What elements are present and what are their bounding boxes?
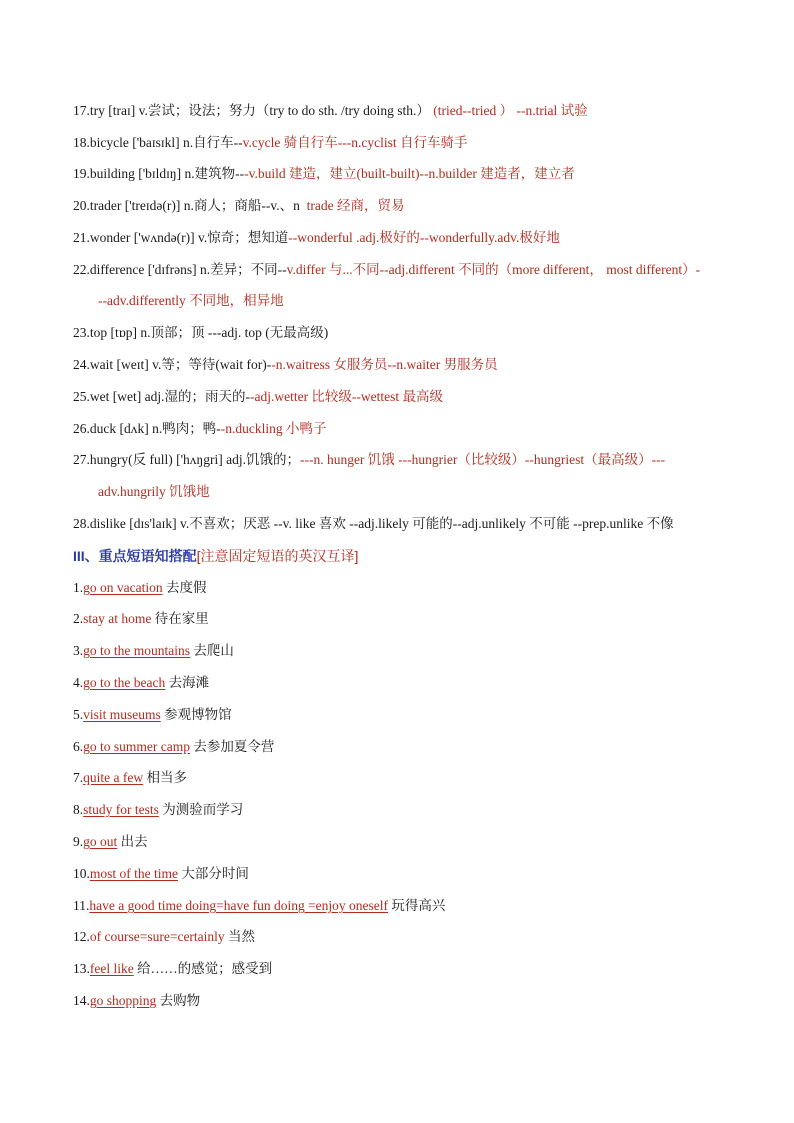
item-text: try [traɪ] v.尝试；设法；努力（try to do sth. /try doing sth.） [89, 103, 430, 118]
vocab-item-24 [73, 355, 754, 375]
phrase-number: 4. [73, 675, 84, 690]
vocab-item-21 [73, 228, 754, 248]
item-number: 23. [73, 325, 90, 340]
item-text: wonder ['wʌndə(r)] v.惊奇；想知道 [89, 230, 289, 245]
phrase-chinese: 去购物 [159, 993, 201, 1008]
phrase-number: 3. [73, 643, 84, 658]
phrase-english: go shopping [89, 993, 157, 1008]
item-text: hungry(反 full) ['hʌŋgri] adj.饥饿的； [89, 452, 300, 467]
phrase-english: study for tests [83, 802, 159, 817]
item-text: duck [dʌk] n.鸭肉；鸭- [89, 421, 221, 436]
item-text: trader ['treɪdə(r)] n.商人；商船--v.、n [89, 198, 300, 213]
phrase-item [73, 864, 249, 884]
item-derivation: (tried--tried ） --n.trial 试验 [433, 103, 588, 118]
vocab-item-27 [73, 450, 754, 470]
item-text: wet [wet] adj.湿的；雨天的- [89, 389, 250, 404]
section-note: [注意固定短语的英汉互译] [196, 548, 359, 564]
vocab-item-22-continued [98, 291, 754, 311]
vocab-item-28 [73, 514, 754, 534]
vocab-item-20 [73, 196, 754, 216]
item-derivation: v.differ 与...不同--adj.different 不同的（more different， most different）- [286, 262, 701, 277]
phrase-number: 10. [73, 866, 90, 881]
item-number: 20. [73, 198, 90, 213]
phrase-chinese: 待在家里 [154, 611, 209, 626]
phrase-number: 6. [73, 739, 84, 754]
phrase-number: 14. [73, 993, 90, 1008]
phrase-english: most of the time [89, 866, 178, 881]
item-number: 19. [73, 166, 90, 181]
item-text: bicycle ['baɪsɪkl] n.自行车-- [89, 135, 243, 150]
phrase-chinese: 去爬山 [193, 643, 234, 658]
phrase-chinese: 去海滩 [168, 675, 210, 690]
phrase-chinese: 给……的感觉；感受到 [137, 961, 273, 976]
vocab-item-17 [73, 101, 754, 121]
item-text: wait [weɪt] v.等；等待(wait for)- [89, 357, 272, 372]
phrase-number: 8. [73, 802, 84, 817]
phrase-item [73, 800, 243, 820]
phrase-item [73, 641, 234, 661]
item-derivation: trade 经商，贸易 [306, 198, 405, 213]
vocab-item-18 [73, 133, 754, 153]
phrase-number: 11. [73, 898, 90, 913]
item-derivation-continued: --adv.differently 不同地，相异地 [98, 293, 284, 308]
phrase-english: of course=sure=certainly [89, 929, 225, 944]
item-derivation: -adj.wetter 比较级--wettest 最高级 [249, 389, 444, 404]
phrase-item [73, 737, 274, 757]
phrase-chinese: 去参加夏令营 [193, 739, 275, 754]
phrase-item [73, 673, 209, 693]
item-derivation: -v.build 建造，建立(built-built)--n.builder 建造者，建立者 [244, 166, 575, 181]
item-number: 24. [73, 357, 90, 372]
phrase-chinese: 去度假 [165, 580, 207, 595]
item-text: dislike [dɪs'laɪk] v.不喜欢；厌恶 --v. like 喜欢 --adj.likely 可能的--adj.unlikely 不可能 --prep.unlike 不像 [89, 516, 674, 531]
phrase-english: visit museums [83, 707, 161, 722]
phrase-number: 1. [73, 580, 84, 595]
phrase-item [73, 991, 200, 1011]
vocab-item-19 [73, 164, 754, 184]
vocab-item-23 [73, 323, 754, 343]
item-number: 28. [73, 516, 90, 531]
phrase-item [73, 896, 445, 916]
phrase-item [73, 832, 148, 852]
phrase-item [73, 959, 272, 979]
item-derivation: ---n. hunger 饥饿 ---hungrier（比较级）--hungriest（最高级）--- [299, 452, 666, 467]
vocab-item-27-continued [98, 482, 754, 502]
phrase-number: 2. [73, 611, 84, 626]
item-number: 22. [73, 262, 90, 277]
phrase-english: go out [83, 834, 118, 849]
phrase-english: go on vacation [83, 580, 163, 595]
phrase-chinese: 为测验而学习 [162, 802, 244, 817]
item-text: building ['bɪldɪŋ] n.建筑物-- [89, 166, 245, 181]
item-number: 25. [73, 389, 90, 404]
phrase-chinese: 当然 [228, 929, 256, 944]
phrase-number: 13. [73, 961, 90, 976]
item-number: 26. [73, 421, 90, 436]
phrase-number: 9. [73, 834, 84, 849]
vocab-item-26 [73, 419, 754, 439]
phrase-number: 7. [73, 770, 84, 785]
phrase-chinese: 大部分时间 [181, 866, 249, 881]
item-number: 17. [73, 103, 90, 118]
item-derivation: -n.waitress 女服务员--n.waiter 男服务员 [271, 357, 498, 372]
vocab-item-25 [73, 387, 754, 407]
phrase-english: stay at home [83, 611, 152, 626]
phrase-english: feel like [89, 961, 134, 976]
phrase-item [73, 705, 232, 725]
vocab-item-22 [73, 260, 754, 280]
phrase-english: quite a few [83, 770, 144, 785]
phrase-number: 5. [73, 707, 84, 722]
phrase-english: go to the mountains [83, 643, 190, 658]
item-number: 18. [73, 135, 90, 150]
phrase-number: 12. [73, 929, 90, 944]
item-number: 21. [73, 230, 90, 245]
item-derivation-continued: adv.hungrily 饥饿地 [98, 484, 210, 499]
phrase-chinese: 出去 [120, 834, 148, 849]
item-text: top [tɒp] n.顶部；顶 ---adj. top (无最高级) [89, 325, 329, 340]
phrase-item [73, 609, 209, 629]
item-derivation: -n.duckling 小鸭子 [220, 421, 327, 436]
phrase-chinese: 相当多 [146, 770, 187, 785]
phrase-chinese: 参观博物馆 [164, 707, 232, 722]
phrase-item [73, 768, 187, 788]
phrase-chinese: 玩得高兴 [391, 898, 446, 913]
phrase-english: go to summer camp [83, 739, 190, 754]
phrase-item [73, 578, 206, 598]
item-number: 27. [73, 452, 90, 467]
item-derivation: --wonderful .adj.极好的--wonderfully.adv.极好地 [288, 230, 560, 245]
phrase-english: have a good time doing=have fun doing =enjoy oneself [89, 898, 389, 913]
item-text: difference ['dɪfrəns] n.差异；不同-- [89, 262, 287, 277]
section-heading [73, 546, 358, 566]
phrase-item [73, 927, 255, 947]
item-derivation: v.cycle 骑自行车---n.cyclist 自行车骑手 [242, 135, 468, 150]
section-title: III、重点短语知搭配 [73, 548, 197, 564]
phrase-english: go to the beach [83, 675, 166, 690]
